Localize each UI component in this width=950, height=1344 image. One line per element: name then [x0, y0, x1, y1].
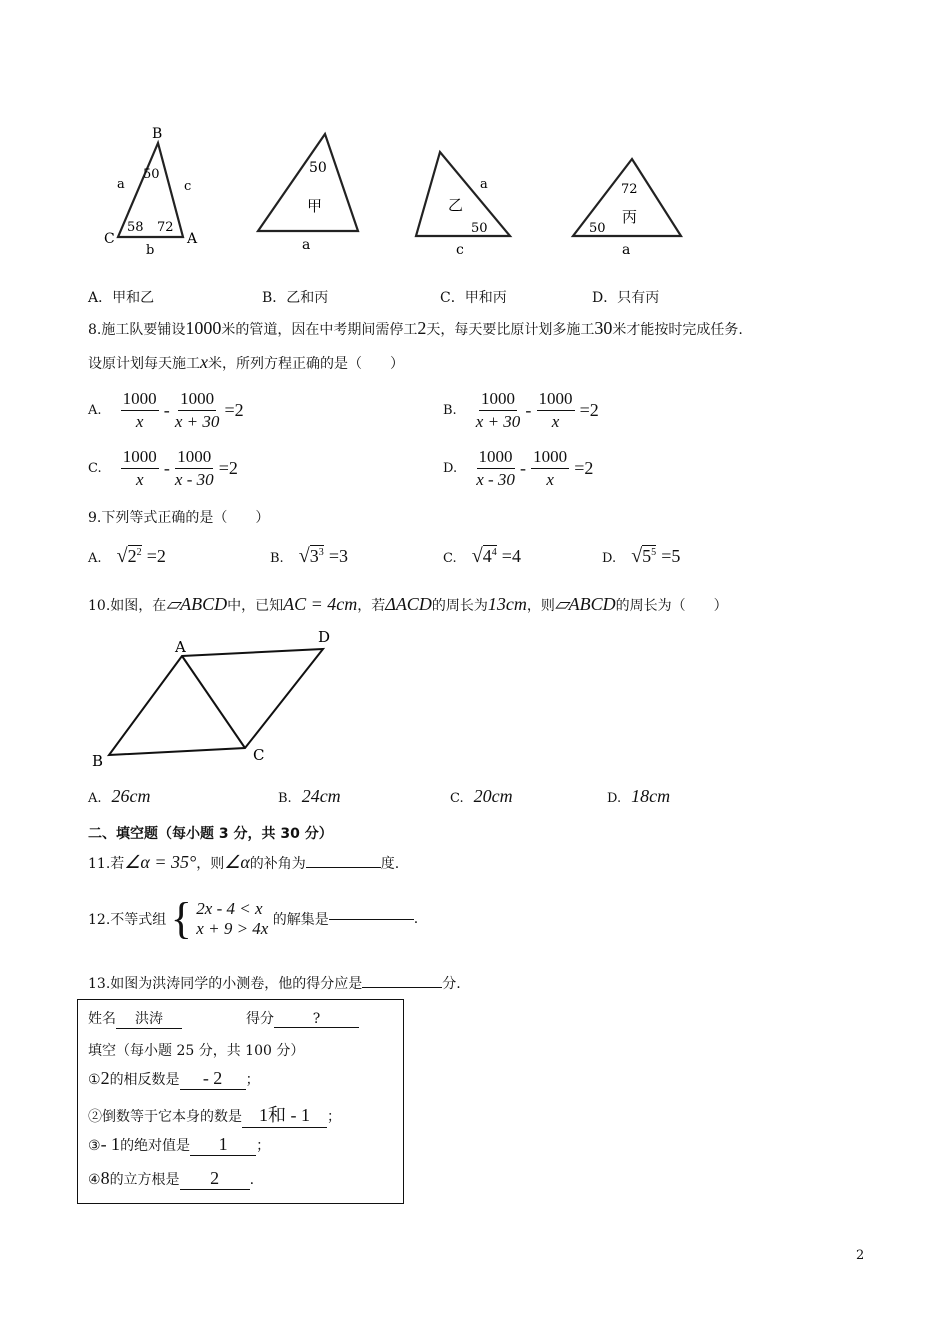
- vertex-c-label: C: [253, 746, 265, 764]
- vertex-b-label: B: [152, 126, 163, 142]
- angle-top-label: 72: [621, 182, 638, 197]
- angle-a-label: 72: [157, 220, 174, 235]
- q10-option-d: D. 18cm: [607, 786, 671, 806]
- q9-stem: 9.下列等式正确的是（ ）: [88, 510, 270, 526]
- quiz-instructions: 填空（每小题 25 分，共 100 分）: [88, 1043, 305, 1059]
- q7-option-b: B．乙和丙: [262, 290, 329, 306]
- triangle-yi: [416, 152, 510, 258]
- angle-c-label: 58: [127, 220, 144, 235]
- angle-label: 50: [471, 221, 488, 236]
- inequality-2: x + 9 > 4x: [196, 919, 269, 938]
- side-a-label: a: [117, 177, 125, 192]
- q8-option-c: C. $\frac{1000}{x}$ - $\frac{1000}{x - 30}$ =2: [88, 447, 238, 489]
- q12: 12.不等式组 { 2x - 4 < x x + 9 > 4x 的解集是 .: [88, 894, 419, 943]
- triangle-jia: [258, 134, 358, 253]
- q10-option-a: A. 26cm: [88, 786, 151, 806]
- q10-option-b: B. 24cm: [278, 786, 341, 806]
- q12-answer-blank[interactable]: [329, 919, 414, 920]
- q7-option-a: A．甲和乙: [88, 290, 155, 306]
- q11-answer-blank[interactable]: [306, 867, 381, 868]
- quiz-card: [77, 999, 404, 1204]
- q8-option-a: A. $\frac{1000}{x}$ - $\frac{1000}{x + 30}$ =2: [88, 389, 244, 431]
- quiz-item-3: ③- 1的绝对值是 1 ；: [88, 1134, 271, 1154]
- side-right-label: a: [480, 177, 488, 192]
- q8-option-b: B. $\frac{1000}{x + 30}$ - $\frac{1000}{x}$ =2: [443, 389, 599, 431]
- q13-answer-blank[interactable]: [362, 987, 442, 988]
- q8-option-d: D. $\frac{1000}{x - 30}$ - $\frac{1000}{x}$ =2: [443, 447, 594, 489]
- side-c-label: c: [184, 179, 192, 194]
- triangle-name: 乙: [448, 196, 464, 214]
- vertex-c-label: C: [104, 231, 115, 247]
- q7-option-c: C．甲和丙: [440, 290, 507, 306]
- side-label: a: [622, 242, 631, 258]
- side-label: a: [302, 237, 311, 253]
- triangle-abc: [104, 126, 198, 258]
- vertex-a-label: A: [175, 638, 186, 656]
- vertex-d-label: D: [318, 628, 331, 646]
- triangle-name: 丙: [622, 208, 638, 226]
- section-2-heading: 二、填空题（每小题 3 分，共 30 分）: [88, 826, 333, 842]
- q8-stem-line1: 8.施工队要铺设1000米的管道，因在中考期间需停工2天，每天要比原计划多施工30米才能按时完成任务.: [88, 318, 743, 338]
- inequality-1: 2x - 4 < x: [196, 899, 263, 918]
- quiz-item-2: ②倒数等于它本身的数是 1和 - 1 ；: [88, 1101, 341, 1128]
- angle-label: 50: [309, 160, 327, 176]
- q13: 13.如图为洪涛同学的小测卷，他的得分应是 分.: [88, 976, 461, 992]
- angle-b-label: 50: [143, 167, 160, 182]
- vertex-a-label: A: [187, 231, 198, 247]
- triangle-bing: [573, 159, 681, 258]
- quiz-name-row: 姓名 洪涛: [88, 1008, 182, 1029]
- q11: 11.若∠α = 35°，则∠α的补角为 度.: [88, 852, 400, 872]
- q8-stem-line2: 设原计划每天施工x米，所列方程正确的是（ ）: [88, 352, 404, 372]
- q10-stem: 10.如图，在▱ABCD中，已知AC = 4cm，若ΔACD的周长为13cm，则▱ABCD的周长为（ ）: [88, 594, 728, 614]
- side-b-label: b: [146, 243, 155, 258]
- parallelogram-figure: [80, 620, 360, 775]
- q9-option-a: A. $√2^2 =2$: [88, 545, 166, 567]
- q9-option-c: C. $√4^4 =4$: [443, 545, 521, 567]
- side-label: c: [456, 242, 464, 258]
- triangle-figures: [0, 0, 950, 280]
- angle-left-label: 50: [589, 221, 606, 236]
- q9-option-d: D. $√5^5 =5$: [602, 545, 681, 567]
- quiz-score-row: 得分 ?: [246, 1008, 359, 1028]
- q7-option-d: D．只有丙: [592, 290, 660, 306]
- triangle-name: 甲: [307, 197, 323, 215]
- q9-option-b: B. $√3^3 =3$: [270, 545, 349, 567]
- page-number: 2: [856, 1248, 865, 1263]
- quiz-item-4: ④8的立方根是 2 .: [88, 1168, 255, 1188]
- q10-option-c: C. 20cm: [450, 786, 513, 806]
- quiz-item-1: ①2的相反数是 - 2 ；: [88, 1068, 260, 1088]
- vertex-b-label: B: [92, 752, 104, 770]
